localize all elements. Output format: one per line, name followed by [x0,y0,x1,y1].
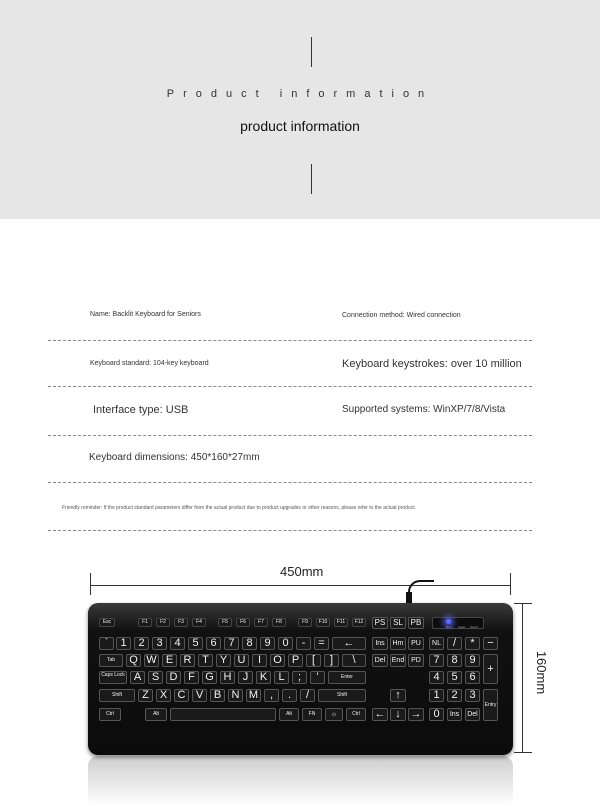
width-dimension-line [90,585,511,586]
key-home: Hm [390,637,406,650]
divider [48,482,532,483]
key-backlight: ☼ [325,708,343,721]
key-numpad-8: 8 [447,654,462,667]
banner-spaced-title: Product information [166,88,434,100]
led-label-scroll: Scroll [470,625,478,629]
key-e: E [162,654,177,667]
key-b: B [210,689,225,702]
key-z: Z [138,689,153,702]
key-o: O [270,654,285,667]
key-quote: ' [310,671,325,684]
width-dimension-tick [90,573,91,595]
key-y: Y [216,654,231,667]
divider [48,340,532,341]
key-numpad-5: 5 [447,671,462,684]
key-numpad-del: Del [465,708,480,721]
key-right-bracket: ] [324,654,339,667]
width-dimension-label: 450mm [280,564,324,579]
key-0: 0 [278,637,293,650]
key-tab: Tab [99,654,123,667]
key-f1: F1 [138,618,152,627]
spec-dimensions: Keyboard dimensions: 450*160*27mm [89,452,260,463]
key-numpad-divide: / [447,637,462,650]
height-dimension-tick [514,603,532,604]
divider [48,435,532,436]
key-1: 1 [116,637,131,650]
key-t: T [198,654,213,667]
key-f5: F5 [218,618,232,627]
key-x: X [156,689,171,702]
key-j: J [238,671,253,684]
key-slash: / [300,689,315,702]
key-f11: F11 [334,618,348,627]
divider [48,530,532,531]
key-numpad-multiply: * [465,637,480,650]
key-period: . [282,689,297,702]
key-f3: F3 [174,618,188,627]
top-banner [0,0,600,219]
key-insert: Ins [372,637,388,650]
key-left-ctrl: Ctrl [99,708,121,721]
key-backslash: \ [342,654,366,667]
key-left-shift: Shift [99,689,135,702]
keyboard-reflection [88,756,513,806]
key-q: Q [126,654,141,667]
key-3: 3 [152,637,167,650]
key-right-ctrl: Ctrl [346,708,366,721]
key-page-down: PD [408,654,424,667]
key-i: I [252,654,267,667]
key-space [170,708,276,721]
key-a: A [130,671,145,684]
key-pause-break: PB [408,617,424,629]
key-f10: F10 [316,618,330,627]
key-numpad-9: 9 [465,654,480,667]
key-f4: F4 [192,618,206,627]
key-comma: , [264,689,279,702]
led-label-num: Num [446,625,453,629]
led-label-caps: Caps [458,625,466,629]
key-numpad-1: 1 [429,689,444,702]
key-u: U [234,654,249,667]
height-dimension-tick [514,752,532,753]
key-w: W [144,654,159,667]
key-f7: F7 [254,618,268,627]
key-esc: Esc [99,618,115,627]
key-f12: F12 [352,618,366,627]
key-arrow-down: ↓ [390,708,406,721]
key-f6: F6 [236,618,250,627]
divider [48,386,532,387]
banner-divider-top [311,37,312,67]
key-2: 2 [134,637,149,650]
key-r: R [180,654,195,667]
key-h: H [220,671,235,684]
key-left-alt: Alt [145,708,167,721]
key-s: S [148,671,163,684]
spec-connection: Connection method: Wired connection [342,312,461,319]
key-9: 9 [260,637,275,650]
spec-standard: Keyboard standard: 104-key keyboard [90,360,209,367]
key-v: V [192,689,207,702]
key-numpad-2: 2 [447,689,462,702]
key-g: G [202,671,217,684]
key-k: K [256,671,271,684]
key-p: P [288,654,303,667]
key-fn: FN [302,708,322,721]
spec-name: Name: Backlit Keyboard for Seniors [90,311,201,318]
key-numpad-3: 3 [465,689,480,702]
key-caps-lock: Caps Lock [99,671,127,684]
key-c: C [174,689,189,702]
key-d: D [166,671,181,684]
key-n: N [228,689,243,702]
key-semicolon: ; [292,671,307,684]
key-6: 6 [206,637,221,650]
key-7: 7 [224,637,239,650]
spec-interface: Interface type: USB [93,404,189,416]
key-numpad-enter: Entry [483,689,498,721]
key-right-shift: Shift [318,689,366,702]
key-end: End [390,654,406,667]
key-equals: = [314,637,329,650]
key-f9: F9 [298,618,312,627]
key-scroll-lock: SL [390,617,406,629]
key-arrow-right: → [408,708,424,721]
key-backspace: ← [332,637,366,650]
key-numpad-7: 7 [429,654,444,667]
key-left-bracket: [ [306,654,321,667]
key-8: 8 [242,637,257,650]
key-backtick: ` [99,637,114,650]
key-arrow-left: ← [372,708,388,721]
num-lock-led [446,619,451,624]
key-numpad-minus: − [483,637,498,650]
key-arrow-up: ↑ [390,689,406,702]
spec-systems: Supported systems: WinXP/7/8/Vista [342,404,506,415]
key-numpad-6: 6 [465,671,480,684]
key-l: L [274,671,289,684]
key-right-alt: Alt [279,708,299,721]
friendly-reminder: Friendly reminder: If the product standard parameters differ from the actual product due to product upgrades or other reasons, please refer to the actual product. [62,505,416,511]
key-numpad-plus: + [483,654,498,684]
key-5: 5 [188,637,203,650]
key-f2: F2 [156,618,170,627]
banner-divider-bottom [311,164,312,194]
key-m: M [246,689,261,702]
key-numpad-4: 4 [429,671,444,684]
key-enter: Enter [328,671,366,684]
height-dimension-label: 160mm [534,650,550,695]
key-4: 4 [170,637,185,650]
spec-keystrokes: Keyboard keystrokes: over 10 million [342,358,522,370]
height-dimension-line [522,603,523,753]
width-dimension-tick [510,573,511,595]
key-numpad-ins: Ins [447,708,462,721]
key-print-screen: PS [372,617,388,629]
key-numpad-0: 0 [429,708,444,721]
key-f8: F8 [272,618,286,627]
key-f: F [184,671,199,684]
banner-title: product information [240,118,360,134]
key-page-up: PU [408,637,424,650]
key-delete: Del [372,654,388,667]
key-minus: - [296,637,311,650]
key-num-lock: NL [429,637,444,650]
